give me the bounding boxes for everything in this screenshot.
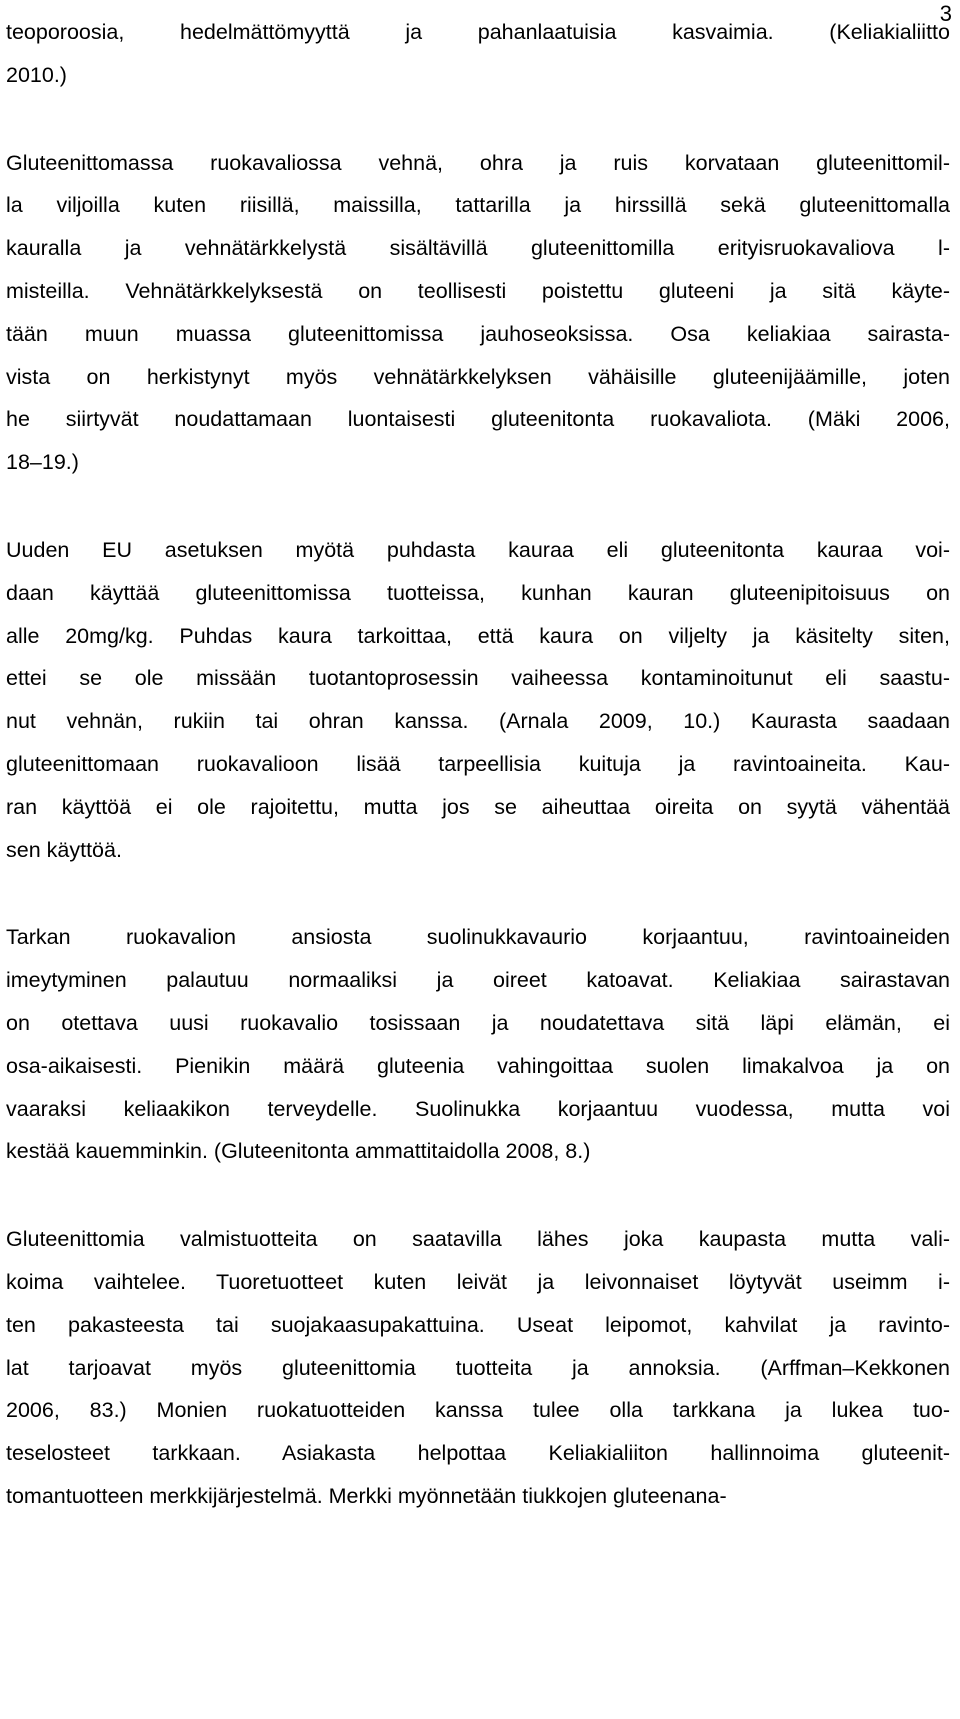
text-line: 2006, 83.) Monien ruokatuotteiden kanssa tulee olla tarkkana ja lukea tuo- <box>6 1398 950 1423</box>
text-line: ettei se ole missään tuotantoprosessin vaiheessa kontaminoitunut eli saastu- <box>6 666 950 691</box>
text-line: nut vehnän, rukiin tai ohran kanssa. (Arnala 2009, 10.) Kaurasta saadaan <box>6 709 950 734</box>
paragraph <box>6 11 950 97</box>
text-line: Uuden EU asetuksen myötä puhdasta kauraa eli gluteenitonta kauraa voi- <box>6 537 950 562</box>
text-line: vista on herkistynyt myös vehnätärkkelyksen vähäisille gluteenijäämille, joten <box>6 364 950 389</box>
text-line: kestää kauemminkin. (Gluteenitonta ammattitaidolla 2008, 8.) <box>6 1139 591 1164</box>
text-line: osa-aikaisesti. Pienikin määrä gluteenia vahingoittaa suolen limakalvoa ja on <box>6 1053 950 1078</box>
text-line: misteilla. Vehnätärkkelyksestä on teollisesti poistettu gluteeni ja sitä käyte- <box>6 278 950 303</box>
paragraph <box>6 529 950 871</box>
page-number: 3 <box>939 1 952 26</box>
text-line: sen käyttöä. <box>6 837 122 862</box>
text-line: imeytyminen palautuu normaaliksi ja oireet katoavat. Keliakiaa sairastavan <box>6 968 950 993</box>
text-line: tään muun muassa gluteenittomissa jauhoseoksissa. Osa keliakiaa sairasta- <box>6 321 950 346</box>
body-text <box>6 11 950 1563</box>
text-line: ran käyttöä ei ole rajoitettu, mutta jos se aiheuttaa oireita on syytä vähentää <box>6 794 950 819</box>
text-line: on otettava uusi ruokavalio tosissaan ja noudatettava sitä läpi elämän, ei <box>6 1010 950 1035</box>
text-line: koima vaihtelee. Tuoretuotteet kuten leivät ja leivonnaiset löytyvät useimm i- <box>6 1269 950 1294</box>
text-line: he siirtyvät noudattamaan luontaisesti gluteenitonta ruokavaliota. (Mäki 2006, <box>6 407 950 432</box>
paragraph <box>6 1218 950 1518</box>
text-line: tomantuotteen merkkijärjestelmä. Merkki myönnetään tiukkojen gluteenana- <box>6 1483 727 1508</box>
text-line: teoporoosia, hedelmättömyyttä ja pahanlaatuisia kasvaimia. (Keliakialiitto <box>6 20 950 44</box>
text-line: Tarkan ruokavalion ansiosta suolinukkavaurio korjaantuu, ravintoaineiden <box>6 925 950 950</box>
text-line: gluteenittomaan ruokavalioon lisää tarpeellisia kuituja ja ravintoaineita. Kau- <box>6 751 950 776</box>
text-line: Gluteenittomia valmistuotteita on saatavilla lähes joka kaupasta mutta vali- <box>6 1227 950 1252</box>
text-line: 18–19.) <box>6 450 79 475</box>
text-line: vaaraksi keliaakikon terveydelle. Suolinukka korjaantuu vuodessa, mutta voi <box>6 1096 950 1121</box>
text-line: alle 20mg/kg. Puhdas kaura tarkoittaa, että kaura on viljelty ja käsitelty siten, <box>6 623 950 648</box>
text-line: ten pakasteesta tai suojakaasupakattuina. Useat leipomot, kahvilat ja ravinto- <box>6 1312 950 1337</box>
text-line: teselosteet tarkkaan. Asiakasta helpottaa Keliakialiiton hallinnoima gluteenit- <box>6 1441 950 1466</box>
text-line: la viljoilla kuten riisillä, maissilla, tattarilla ja hirssillä sekä gluteenittomalla <box>6 193 950 218</box>
text-line: lat tarjoavat myös gluteenittomia tuotteita ja annoksia. (Arffman–Kekkonen <box>6 1355 950 1380</box>
text-line: kauralla ja vehnätärkkelystä sisältävillä gluteenittomilla erityisruokavaliova l- <box>6 236 950 261</box>
text-line: daan käyttää gluteenittomissa tuotteissa, kunhan kauran gluteenipitoisuus on <box>6 580 950 605</box>
text-line: 2010.) <box>6 62 67 87</box>
paragraph <box>6 916 950 1173</box>
text-line: Gluteenittomassa ruokavaliossa vehnä, ohra ja ruis korvataan gluteenittomil- <box>6 150 950 175</box>
paragraph <box>6 142 950 484</box>
